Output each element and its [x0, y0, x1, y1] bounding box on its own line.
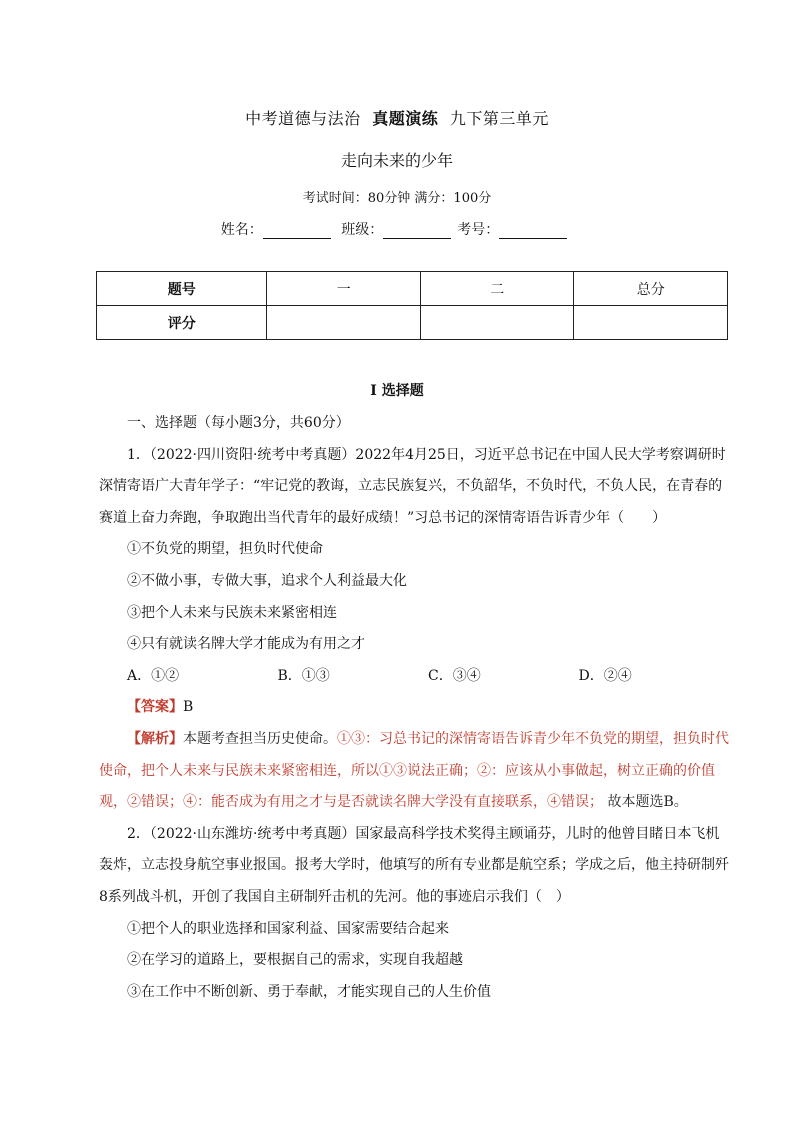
section-heading: 一、选择题（每小题3分，共60分）	[127, 415, 350, 431]
answer-label: 【答案】	[127, 699, 183, 716]
questions-content	[99, 408, 729, 1008]
score-table	[96, 271, 728, 340]
score-row-label: 评分	[97, 306, 267, 340]
score-cell[interactable]	[574, 306, 728, 340]
choice-d: D．②④	[578, 667, 632, 684]
name-blank[interactable]	[263, 224, 331, 239]
score-table-header-row	[97, 272, 728, 306]
score-header-cell: 二	[420, 272, 574, 306]
question-1-stem: 1．（2022·四川资阳·统考中考真题）2022年4月25日，习近平总书记在中国人民大学考察调研时深情寄语广大青年学子：“牢记党的教诲，立志民族复兴，不负韶华，不负时代，不负人民，在青春的赛道上奋力奔跑，争取跑出当代青年的最好成绩！”习总书记的深情寄语告诉青少年（ ）	[99, 446, 726, 526]
question-1-option: ①不负党的期望，担负时代使命	[127, 541, 323, 558]
score-header-cell: 题号	[97, 272, 267, 306]
class-label: 班级：	[341, 222, 384, 238]
analysis-intro: 本题考查担当历史使命。	[183, 730, 337, 747]
choice-b: B．①③	[277, 667, 330, 684]
analysis-label: 【解析】	[127, 730, 183, 747]
question-2-option: ③在工作中不断创新、勇于奉献，才能实现自己的人生价值	[127, 983, 491, 1000]
section-title: I 选择题	[370, 383, 424, 399]
number-label: 考号：	[457, 222, 500, 238]
question-1-option: ②不做小事，专做大事，追求个人利益最大化	[127, 572, 407, 589]
exam-info: 考试时间：80分钟 满分：100分	[302, 191, 492, 206]
question-2-option: ②在学习的道路上，要根据自己的需求，实现自我超越	[127, 952, 463, 969]
score-cell[interactable]	[420, 306, 574, 340]
question-1-option: ③把个人未来与民族未来紧密相连	[127, 604, 337, 621]
choice-c: C．③④	[428, 667, 481, 684]
choice-a: A．①②	[127, 667, 180, 684]
answer-value: B	[183, 699, 194, 716]
title-bold: 真题演练	[372, 109, 439, 128]
document-subtitle: 走向未来的少年	[340, 151, 453, 170]
score-header-cell: 总分	[574, 272, 728, 306]
question-1-option: ④只有就读名牌大学才能成为有用之才	[127, 636, 365, 653]
question-1-analysis	[99, 724, 729, 819]
analysis-conclusion: 故本题选B。	[607, 794, 688, 811]
question-1-answer	[99, 692, 729, 724]
analysis-body: ①③：习总书记的深情寄语告诉青少年不负党的期望，担负时代使命，把个人未来与民族未来紧密相连，所以①③说法正确；②：应该从小事做起，树立正确的价值观，②错误；④：能否成为有用之才与是否就读名牌大学没有直接联系，④错误；	[99, 730, 729, 811]
question-2-stem: 2．（2022·山东潍坊·统考中考真题）国家最高科学技术奖得主顾诵芬，儿时的他曾目睹日本飞机轰炸，立志投身航空事业报国。报考大学时，他填写的所有专业都是航空系；学成之后，他主持研制歼8系列战斗机，开创了我国自主研制歼击机的先河。他的事迹启示我们（ ）	[99, 825, 729, 905]
score-header-cell: 一	[267, 272, 421, 306]
title-prefix: 中考道德与法治	[245, 109, 361, 128]
title-suffix: 九下第三单元	[449, 109, 549, 128]
score-cell[interactable]	[267, 306, 421, 340]
question-2-option: ①把个人的职业选择和国家利益、国家需要结合起来	[127, 920, 449, 937]
student-info	[0, 219, 794, 239]
name-label: 姓名：	[220, 222, 263, 238]
document-title	[0, 106, 794, 129]
score-table-row	[97, 306, 728, 340]
number-blank[interactable]	[499, 224, 567, 239]
class-blank[interactable]	[383, 224, 451, 239]
question-1-choices	[99, 661, 729, 693]
